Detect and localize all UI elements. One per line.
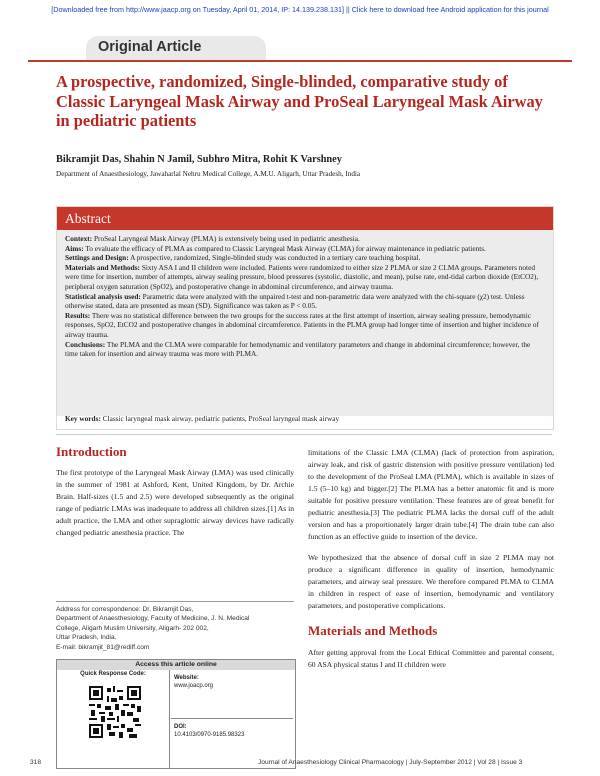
methods-heading: Materials and Methods xyxy=(308,623,438,638)
qr-panel xyxy=(57,670,170,768)
page-number: 318 xyxy=(30,759,42,766)
abstract-results: Results: There was no statistical difference between the two groups for the success rates at the first attempt of insertion, airway sealing pressure, hemodynamic responses, SpO2, EtCO2 and postoperative changes in abdominal circumference. Patients in the PLMA group had longer time of insertion and higher incidence of airway trauma. xyxy=(65,310,539,339)
affiliation: Department of Anaesthesiology, Jawaharlal Nehru Medical College, A.M.U. Aligarh, Uttar Pradesh, India xyxy=(56,170,361,178)
access-info: Website: www.joacp.org DOI: 10.4103/0970-9185.98323 xyxy=(171,670,293,768)
intro-paragraph: The first prototype of the Laryngeal Mask Airway (LMA) was used clinically in the summer of 1981 at Ashford, Kent, United Kingdom, by Dr. Archie Brain. Half-sizes (1.5 and 2.5) were developed subsequently as the original range of pediatric LMAs was inadequate to address all children sizes.[1] As in adult practice, the LMA and other supraglottic airway devices have radically changed pediatric anesthesia practice. The xyxy=(56,468,294,537)
abstract-context: Context: ProSeal Laryngeal Mask Airway (PLMA) is extensively being used in pediatric anesthesia. xyxy=(65,234,360,243)
correspondence-email[interactable]: E-mail: bikramjit_81@rediff.com xyxy=(56,643,150,651)
section-divider xyxy=(28,60,572,62)
website-link[interactable]: www.joacp.org xyxy=(174,683,214,689)
intro-heading: Introduction xyxy=(56,444,127,459)
abstract-body xyxy=(57,230,553,416)
doi-link[interactable]: 10.4103/0970-9185.98323 xyxy=(174,732,245,738)
column-divider xyxy=(56,434,552,435)
abstract-setting: Settings and Design: A prospective, randomized, Single-blinded study was conducted in a tertiary care teaching hospital. xyxy=(65,253,421,263)
abstract-methods: Materials and Methods: Sixty ASA I and II children were included. Patients were randomized to either size 2 PLMA or size 2 CLMA groups. Parameters noted were time for insertion, number of attempts, airway sealing pressure, blood pressures (systolic, diastolic, and mean), pulse rate, end-tidal carbon dioxide (EtCO2), peripheral oxygen saturation (SpO2), and postoperative change in abdominal circumference, and airway trauma. xyxy=(65,262,539,291)
abstract-conclusions: Conclusions: The PLMA and the CLMA were comparable for hemodynamic and ventilatory parameters and change in abdominal circumference; however, the time taken for insertion and airway trauma was more with PLMA. xyxy=(65,339,531,359)
keywords: Key words: Classic laryngeal mask airway, pediatric patients, ProSeal laryngeal mask airway xyxy=(65,414,340,423)
correspondence-address: Address for correspondence: Dr. Bikramjit Das, Department of Anaesthesiology, Faculty of Medicine, J. N. Medical College, Aligarh Muslim University, Aligarh- 202 002, Uttar Pradesh, India. E-mail: bikramjit_81@rediff.com xyxy=(56,601,294,652)
access-article-box xyxy=(56,659,296,769)
abstract-stats: Statistical analysis used: Parametric data were analyzed with the unpaired t-test and non-parametric data were analyzed with the chi-square (χ2) test. Unless otherwise stated, data are presented as mean (SD). Significance was taken as P < 0.05. xyxy=(65,291,525,311)
abstract-aims: Aims: To evaluate the efficacy of PLMA as compared to Classic Laryngeal Mask Airway (CLMA) for airway maintenance in pediatric patients. xyxy=(65,243,486,253)
section-label-tab xyxy=(86,36,266,60)
col2-paragraph-3: After getting approval from the Local Ethical Committee and parental consent, 60 ASA physical status I and II children were xyxy=(308,648,554,669)
col2-paragraph-1: limitations of the Classic LMA (CLMA) (lack of protection from aspiration, airway leak, and risk of gastric distension with positive pressure ventilation) led to the development of the ProSeal LMA (PLMA), which is available in sizes of 1.5 (5–10 kg) and bigger.[2] The PLMA has a better anatomic fit and is more suitable for positive pressure ventilation. These features are of great benefit for pediatric anesthesia.[3] The pediatric PLMA lacks the dorsal cuff of the adult version and has a proportionately larger drain tube.[4] The drain tube can also function as an effective guide to insertion of the device. xyxy=(308,448,554,541)
journal-info: Journal of Anaesthesiology Clinical Pharmacology | July-September 2012 | Vol 28 | Issue 3 xyxy=(258,759,523,766)
author-list: Bikramjit Das, Shahin N Jamil, Subhro Mitra, Rohit K Varshney xyxy=(56,154,342,165)
qr-label: Quick Response Code: xyxy=(80,671,146,677)
left-column xyxy=(56,444,294,539)
download-banner[interactable]: [Downloaded free from http://www.jaacp.org on Tuesday, April 01, 2014, IP: 14.139.238.131] || Click here to download free Android application for this journal xyxy=(51,5,549,14)
col2-paragraph-2: We hypothesized that the absence of dorsal cuff in size 2 PLMA may not produce a significant difference in quality of insertion, hemodynamic parameters, and airway seal pressure. We therefore compared PLMA to CLMA in children in respect of ease of insertion, hemodynamic and ventilatory parameters, and postoperative complications. xyxy=(308,553,554,610)
article-title: A prospective, randomized, Single-blinded, comparative study of Classic Laryngeal Mask Airway and ProSeal Laryngeal Mask Airway in pediatric patients xyxy=(56,72,543,130)
abstract-heading: Abstract xyxy=(57,207,553,230)
section-label: Original Article xyxy=(98,39,202,55)
access-heading: Access this article online xyxy=(57,660,295,670)
right-column xyxy=(308,447,554,671)
abstract-box xyxy=(56,206,554,430)
qr-code-icon[interactable] xyxy=(89,686,141,738)
